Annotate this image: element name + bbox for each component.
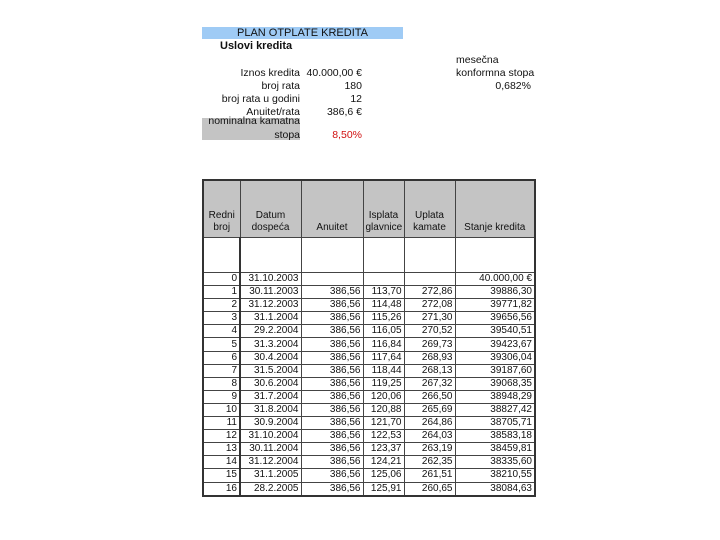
col-isplata-glavnice-cell[interactable]: 118,44 (363, 364, 404, 377)
blank-cell[interactable] (240, 238, 301, 273)
col-uplata-kamate-header: Uplata kamate (404, 180, 455, 238)
table-row (203, 469, 535, 482)
col-uplata-kamate-cell[interactable]: 272,08 (404, 299, 455, 312)
col-uplata-kamate-cell[interactable]: 268,93 (404, 351, 455, 364)
installments-per-year-label: broj rata u godini (221, 93, 300, 105)
col-uplata-kamate-cell[interactable]: 260,65 (404, 482, 455, 496)
col-isplata-glavnice-cell[interactable]: 113,70 (363, 286, 404, 299)
nominal-rate-label-line1: nominalna kamatna (208, 115, 300, 127)
table-row (203, 403, 535, 416)
table-row (203, 430, 535, 443)
col-stanje-kredita-cell[interactable]: 38459,81 (455, 443, 535, 456)
col-uplata-kamate-cell[interactable]: 270,52 (404, 325, 455, 338)
col-uplata-kamate-cell[interactable]: 264,03 (404, 430, 455, 443)
col-isplata-glavnice-cell[interactable]: 120,88 (363, 403, 404, 416)
col-anuitet-cell[interactable]: 386,56 (301, 338, 363, 351)
col-anuitet-cell[interactable]: 386,56 (301, 482, 363, 496)
col-stanje-kredita-cell[interactable]: 38948,29 (455, 390, 535, 403)
installments-per-year-value[interactable]: 12 (350, 93, 362, 105)
col-uplata-kamate-cell[interactable]: 263,19 (404, 443, 455, 456)
monthly-rate-value[interactable]: 0,682% (495, 80, 531, 92)
col-anuitet-cell[interactable]: 386,56 (301, 443, 363, 456)
col-redni-broj-cell[interactable]: 5 (203, 338, 240, 351)
col-redni-broj-cell[interactable]: 4 (203, 325, 240, 338)
annuity-value[interactable]: 386,6 € (326, 106, 362, 118)
col-datum-dospeca-cell[interactable]: 31.1.2004 (240, 312, 301, 325)
col-stanje-kredita-cell[interactable]: 39423,67 (455, 338, 535, 351)
installments-label: broj rata (261, 80, 300, 92)
table-row (203, 364, 535, 377)
col-datum-dospeca-cell[interactable]: 31.10.2004 (240, 430, 301, 443)
col-uplata-kamate-cell[interactable]: 261,51 (404, 469, 455, 482)
col-anuitet-cell[interactable]: 386,56 (301, 390, 363, 403)
col-isplata-glavnice-header: Isplata glavnice (363, 180, 404, 238)
col-redni-broj-cell[interactable]: 8 (203, 377, 240, 390)
col-stanje-kredita-cell[interactable]: 38827,42 (455, 403, 535, 416)
col-stanje-kredita-header: Stanje kredita (455, 180, 535, 238)
col-isplata-glavnice-cell[interactable]: 124,21 (363, 456, 404, 469)
col-redni-broj-cell[interactable]: 15 (203, 469, 240, 482)
col-isplata-glavnice-cell[interactable]: 125,06 (363, 469, 404, 482)
col-stanje-kredita-cell[interactable]: 38583,18 (455, 430, 535, 443)
table-row (203, 482, 535, 496)
col-datum-dospeca-cell[interactable]: 29.2.2004 (240, 325, 301, 338)
blank-cell[interactable] (455, 238, 535, 273)
col-anuitet-cell[interactable] (301, 273, 363, 286)
col-redni-broj-cell[interactable]: 0 (203, 273, 240, 286)
col-anuitet-cell[interactable]: 386,56 (301, 403, 363, 416)
col-uplata-kamate-cell[interactable] (404, 273, 455, 286)
col-isplata-glavnice-cell[interactable]: 123,37 (363, 443, 404, 456)
col-anuitet-cell[interactable]: 386,56 (301, 469, 363, 482)
col-datum-dospeca-cell[interactable]: 31.12.2004 (240, 456, 301, 469)
col-anuitet-cell[interactable]: 386,56 (301, 351, 363, 364)
col-stanje-kredita-cell[interactable]: 38084,63 (455, 482, 535, 496)
table-row (203, 417, 535, 430)
col-datum-dospeca-cell[interactable]: 30.11.2003 (240, 286, 301, 299)
table-row (203, 312, 535, 325)
col-datum-dospeca-cell[interactable]: 30.11.2004 (240, 443, 301, 456)
col-datum-dospeca-cell[interactable]: 31.5.2004 (240, 364, 301, 377)
col-stanje-kredita-cell[interactable]: 38335,60 (455, 456, 535, 469)
col-anuitet-cell[interactable]: 386,56 (301, 377, 363, 390)
blank-cell[interactable] (363, 238, 404, 273)
annuity-label: Anuitet/rata (246, 106, 300, 118)
installments-value[interactable]: 180 (344, 80, 362, 92)
col-redni-broj-cell[interactable]: 3 (203, 312, 240, 325)
monthly-rate-label-line1: mesečna (456, 54, 499, 66)
blank-cell[interactable] (404, 238, 455, 273)
col-uplata-kamate-cell[interactable]: 265,69 (404, 403, 455, 416)
col-anuitet-cell[interactable]: 386,56 (301, 312, 363, 325)
col-anuitet-cell[interactable]: 386,56 (301, 364, 363, 377)
col-uplata-kamate-cell[interactable]: 271,30 (404, 312, 455, 325)
blank-cell[interactable] (203, 238, 240, 273)
col-anuitet-cell[interactable]: 386,56 (301, 325, 363, 338)
col-stanje-kredita-cell[interactable]: 39656,56 (455, 312, 535, 325)
col-uplata-kamate-cell[interactable]: 272,86 (404, 286, 455, 299)
col-stanje-kredita-cell[interactable]: 40.000,00 € (455, 273, 535, 286)
col-redni-broj-cell[interactable]: 13 (203, 443, 240, 456)
col-redni-broj-cell[interactable]: 14 (203, 456, 240, 469)
col-redni-broj-cell[interactable]: 12 (203, 430, 240, 443)
col-uplata-kamate-cell[interactable]: 268,13 (404, 364, 455, 377)
monthly-rate-label-line2: konformna stopa (456, 67, 535, 79)
col-stanje-kredita-cell[interactable]: 39771,82 (455, 299, 535, 312)
col-stanje-kredita-cell[interactable]: 39886,30 (455, 286, 535, 299)
col-datum-dospeca-cell[interactable]: 30.9.2004 (240, 417, 301, 430)
col-redni-broj-header: Redni broj (203, 180, 240, 238)
table-row (203, 390, 535, 403)
col-datum-dospeca-cell[interactable]: 28.2.2005 (240, 482, 301, 496)
col-uplata-kamate-cell[interactable]: 266,50 (404, 390, 455, 403)
col-isplata-glavnice-cell[interactable]: 117,64 (363, 351, 404, 364)
col-isplata-glavnice-cell[interactable]: 125,91 (363, 482, 404, 496)
col-redni-broj-cell[interactable]: 2 (203, 299, 240, 312)
table-row (203, 456, 535, 469)
col-datum-dospeca-cell[interactable]: 31.1.2005 (240, 469, 301, 482)
col-isplata-glavnice-cell[interactable]: 121,70 (363, 417, 404, 430)
col-redni-broj-cell[interactable]: 16 (203, 482, 240, 496)
loan-amount-label: Iznos kredita (240, 67, 300, 79)
col-datum-dospeca-cell[interactable]: 30.4.2004 (240, 351, 301, 364)
table-row (203, 325, 535, 338)
col-datum-dospeca-cell[interactable]: 31.8.2004 (240, 403, 301, 416)
table-row (203, 443, 535, 456)
col-anuitet-cell[interactable]: 386,56 (301, 417, 363, 430)
col-anuitet-cell[interactable]: 386,56 (301, 456, 363, 469)
col-datum-dospeca-cell[interactable]: 30.6.2004 (240, 377, 301, 390)
col-datum-dospeca-header: Datum dospeća (240, 180, 301, 238)
conditions-heading: Uslovi kredita (220, 40, 293, 52)
col-uplata-kamate-cell[interactable]: 264,86 (404, 417, 455, 430)
col-isplata-glavnice-cell[interactable]: 115,26 (363, 312, 404, 325)
col-redni-broj-cell[interactable]: 6 (203, 351, 240, 364)
col-stanje-kredita-cell[interactable]: 39306,04 (455, 351, 535, 364)
col-isplata-glavnice-cell[interactable]: 120,06 (363, 390, 404, 403)
table-row (203, 286, 535, 299)
table-row (203, 351, 535, 364)
loan-amount-value[interactable]: 40.000,00 € (306, 67, 362, 79)
col-isplata-glavnice-cell[interactable] (363, 273, 404, 286)
col-stanje-kredita-cell[interactable]: 39187,60 (455, 364, 535, 377)
col-datum-dospeca-cell[interactable]: 31.10.2003 (240, 273, 301, 286)
sheet-title: PLAN OTPLATE KREDITA (202, 27, 403, 39)
blank-row (203, 238, 535, 273)
table-row (203, 299, 535, 312)
col-redni-broj-cell[interactable]: 7 (203, 364, 240, 377)
col-anuitet-header: Anuitet (301, 180, 363, 238)
col-datum-dospeca-cell[interactable]: 31.7.2004 (240, 390, 301, 403)
col-uplata-kamate-cell[interactable]: 267,32 (404, 377, 455, 390)
col-isplata-glavnice-cell[interactable]: 116,05 (363, 325, 404, 338)
col-isplata-glavnice-cell[interactable]: 119,25 (363, 377, 404, 390)
table-row (203, 338, 535, 351)
col-stanje-kredita-cell[interactable]: 39540,51 (455, 325, 535, 338)
col-anuitet-cell[interactable]: 386,56 (301, 299, 363, 312)
col-redni-broj-cell[interactable]: 1 (203, 286, 240, 299)
col-redni-broj-cell[interactable]: 9 (203, 390, 240, 403)
col-anuitet-cell[interactable]: 386,56 (301, 430, 363, 443)
table-row (203, 273, 535, 286)
col-datum-dospeca-cell[interactable]: 31.3.2004 (240, 338, 301, 351)
nominal-rate-value[interactable]: 8,50% (332, 129, 362, 141)
col-redni-broj-cell[interactable]: 11 (203, 417, 240, 430)
col-isplata-glavnice-cell[interactable]: 114,48 (363, 299, 404, 312)
blank-cell[interactable] (301, 238, 363, 273)
col-stanje-kredita-cell[interactable]: 38210,55 (455, 469, 535, 482)
col-redni-broj-cell[interactable]: 10 (203, 403, 240, 416)
table-header-row (203, 180, 535, 238)
col-stanje-kredita-cell[interactable]: 38705,71 (455, 417, 535, 430)
amortization-table (202, 179, 536, 497)
col-datum-dospeca-cell[interactable]: 31.12.2003 (240, 299, 301, 312)
col-anuitet-cell[interactable]: 386,56 (301, 286, 363, 299)
col-uplata-kamate-cell[interactable]: 262,35 (404, 456, 455, 469)
col-stanje-kredita-cell[interactable]: 39068,35 (455, 377, 535, 390)
col-uplata-kamate-cell[interactable]: 269,73 (404, 338, 455, 351)
col-isplata-glavnice-cell[interactable]: 116,84 (363, 338, 404, 351)
col-isplata-glavnice-cell[interactable]: 122,53 (363, 430, 404, 443)
table-row (203, 377, 535, 390)
nominal-rate-label-line2: stopa (274, 129, 300, 141)
